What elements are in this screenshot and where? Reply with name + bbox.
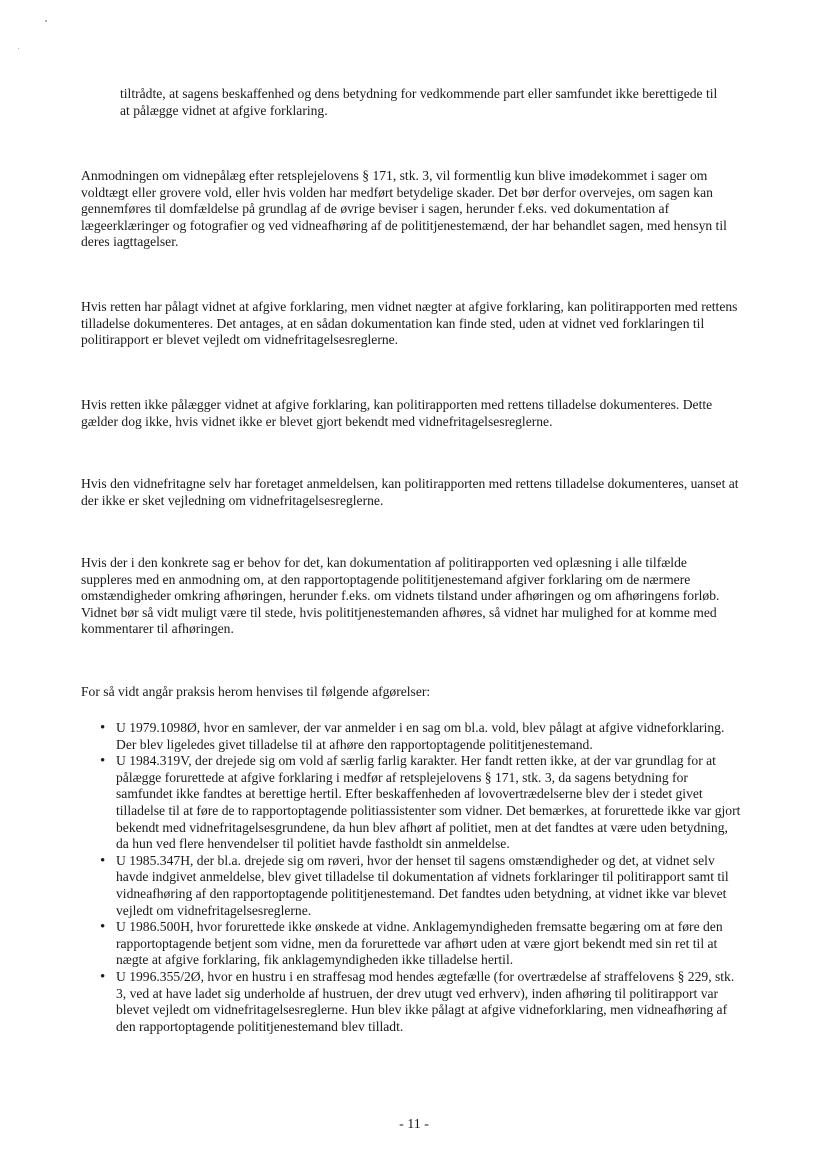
decision-item: • U 1996.355/2Ø, hvor en hustru i en straffesag mod hendes ægtefælle (for overtrædelse af straffelovens § 229, stk. 3, ved at have ladet sig underholde af hustruen, der drev utugt ved erhverv), inden afhøring til politirapport var blevet vejledt om vidnefritagelsesreglerne. Hun blev ikke pålagt at afgive vidneforklaring, men vidneafhøring af den rapportoptagende polititjenestemand blev tilladt. xyxy=(98,969,742,1035)
decision-item: • U 1985.347H, der bl.a. drejede sig om røveri, hvor der henset til sagens omstændigheder og det, at vidnet selv havde indgivet anmeldelse, blev givet tilladelse til dokumentation af vidnets forklaringer til politirapport samt til vidneafhøring af den rapportoptagende polititjenestemand. Det fandtes uden betydning, at vidnet ikke var blevet vejledt om vidnefritagelsesreglerne. xyxy=(98,853,742,919)
paragraph-continuation: tiltrådte, at sagens beskaffenhed og dens betydning for vedkommende part eller samfundet ikke berettigede til at pålægge vidnet at afgive forklaring. xyxy=(120,86,718,118)
paragraph-praksis-intro: For så vidt angår praksis herom henvises til følgende afgørelser: xyxy=(81,684,431,699)
paragraph-vidnepalaeg: Anmodningen om vidnepålæg efter retsplejelovens § 171, stk. 3, vil formentlig kun blive imødekommet i sager om voldtægt eller grovere vold, eller hvis volden har medført betydelige skader. Det bør derfor overvejes, om sagen kan gennemføres til domfældelse på grundlag af de øvrige beviser i sagen, herunder f.eks. ved dokumentation af lægeerklæringer og fotografier og ved vidneafhøring af de polititjenestemænd, der har behandlet sagen, med hensyn til deres iagttagelser. xyxy=(81,168,727,250)
decisions-list xyxy=(98,720,742,1035)
paragraph-konkrete-sag: Hvis der i den konkrete sag er behov for det, kan dokumentation af politirapporten ved oplæsning i alle tilfælde suppleres med en anmodning om, at den rapportoptagende polititjenestemand afgiver forklaring om de nærmere omstændigheder omkring afhøringen, herunder f.eks. om vidnets tilstand under afhøringen og om afhøringens forløb. Vidnet bør så vidt muligt være til stede, hvis polititjenestemanden afhøres, så vidnet har mulighed for at komme med kommentarer til afhøringen. xyxy=(81,555,720,637)
paragraph-vidnet-naegter: Hvis retten har pålagt vidnet at afgive forklaring, men vidnet nægter at afgive forklaring, kan politirapporten med rettens tilladelse dokumenteres. Det antages, at en sådan dokumentation kan finde sted, uden at vidnet ved forklaringen til politirapport er blevet vejledt om vidnefritagelsesreglerne. xyxy=(81,299,738,348)
paragraph-ikke-palaegger: Hvis retten ikke pålægger vidnet at afgive forklaring, kan politirapporten med rettens tilladelse dokumenteres. Dette gælder dog ikke, hvis vidnet ikke er blevet gjort bekendt med vidnefritagelsesreglerne. xyxy=(81,397,713,429)
scan-speck xyxy=(45,20,47,22)
decision-item: • U 1984.319V, der drejede sig om vold af særlig farlig karakter. Her fandt retten ikke, at der var grundlag for at pålægge forurettede at afgive forklaring i medfør af retsplejelovens § 171, stk. 3, da sagens betydning for samfundet ikke fandtes at berettige hertil. Efter beskaffenheden af lovovertrædelserne blev der i stedet givet tilladelse til at føre de to rapportoptagende politiassistenter som vidner. Det bemærkes, at forurettede ikke var gjort bekendt med vidnefritagelsesgrundene, da hun blev afhørt af politiet, men at det fandtes at være uden betydning, da hun ved flere henvendelser til politiet havde fastholdt sin anmeldelse. xyxy=(98,753,742,853)
scan-speck xyxy=(18,48,19,49)
page-number: - 11 - xyxy=(399,1117,429,1132)
decision-item: • U 1986.500H, hvor forurettede ikke ønskede at vidne. Anklagemyndigheden fremsatte begæring om at føre den rapportoptagende betjent som vidne, men da forurettede var afhørt uden at være gjort bekendt med sin ret til at nægte at afgive forklaring, fik anklagemyndigheden ikke tilladelse hertil. xyxy=(98,919,742,969)
decision-item: • U 1979.1098Ø, hvor en samlever, der var anmelder i en sag om bl.a. vold, blev pålagt at afgive vidneforklaring. Der blev ligeledes givet tilladelse til at afhøre den rapportoptagende polititjenestemand. xyxy=(98,720,742,753)
paragraph-anmeldelse: Hvis den vidnefritagne selv har foretaget anmeldelsen, kan politirapporten med rettens tilladelse dokumenteres, uanset at der ikke er sket vejledning om vidnefritagelsesreglerne. xyxy=(81,476,739,508)
